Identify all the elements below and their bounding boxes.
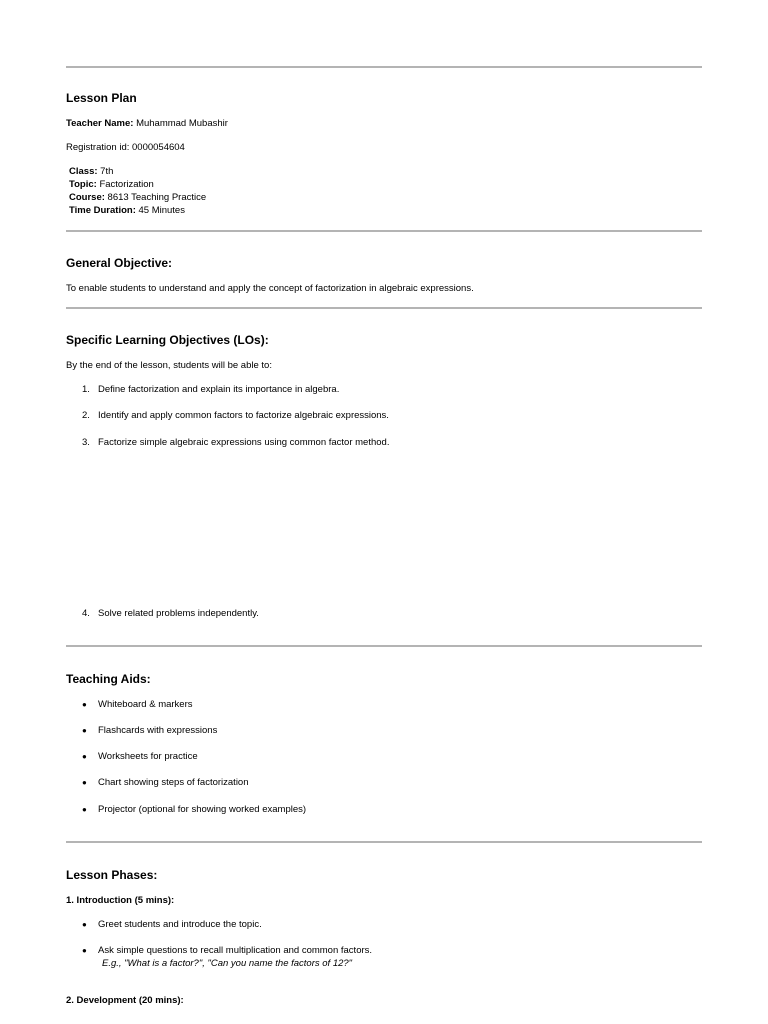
- general-objective-text: To enable students to understand and apply the concept of factorization in algebraic expressions.: [66, 283, 474, 294]
- list-number: 2.: [82, 410, 90, 421]
- list-item: [82, 410, 389, 421]
- meta-label: Class:: [69, 166, 98, 177]
- teacher-label: Teacher Name:: [66, 118, 134, 129]
- bullet-icon: ●: [82, 700, 87, 709]
- specific-objectives-heading: Specific Learning Objectives (LOs):: [66, 333, 269, 347]
- list-number: 1.: [82, 384, 90, 395]
- teacher-line: [66, 118, 228, 129]
- meta-value: 8613 Teaching Practice: [107, 192, 207, 203]
- development-heading: 2. Development (20 mins):: [66, 995, 184, 1006]
- list-item: [82, 437, 390, 448]
- meta-duration: [69, 205, 185, 216]
- list-number: 3.: [82, 437, 90, 448]
- meta-label: Time Duration:: [69, 205, 136, 216]
- list-text: Worksheets for practice: [98, 751, 198, 762]
- introduction-heading: 1. Introduction (5 mins):: [66, 895, 175, 906]
- meta-value: Factorization: [99, 179, 154, 190]
- list-text: Factorize simple algebraic expressions using common factor method.: [98, 437, 390, 448]
- teaching-aids-heading: Teaching Aids:: [66, 672, 151, 686]
- list-item: [82, 751, 198, 762]
- list-text: Whiteboard & markers: [98, 699, 193, 710]
- meta-class: [69, 166, 113, 177]
- meta-value: 45 Minutes: [138, 205, 185, 216]
- specific-objectives-intro: By the end of the lesson, students will be able to:: [66, 360, 272, 371]
- list-text: Identify and apply common factors to factorize algebraic expressions.: [98, 410, 389, 421]
- list-item: [82, 804, 307, 815]
- teacher-value: Muhammad Mubashir: [136, 118, 228, 129]
- list-number: 4.: [82, 608, 90, 619]
- bullet-icon: ●: [82, 805, 87, 814]
- meta-course: [69, 192, 206, 203]
- list-item: [82, 777, 249, 788]
- list-item: [82, 699, 193, 710]
- list-text: Flashcards with expressions: [98, 725, 218, 736]
- bullet-icon: ●: [82, 946, 87, 955]
- bullet-icon: ●: [82, 920, 87, 929]
- general-objective-heading: General Objective:: [66, 256, 173, 270]
- divider: [66, 307, 702, 309]
- meta-topic: [69, 179, 154, 190]
- bullet-icon: ●: [82, 778, 87, 787]
- divider: [66, 230, 702, 232]
- bullet-icon: ●: [82, 752, 87, 761]
- list-item: [82, 725, 218, 736]
- divider: [66, 841, 702, 843]
- list-text: Greet students and introduce the topic.: [98, 919, 262, 930]
- meta-value: 7th: [100, 166, 114, 177]
- list-item: [82, 384, 340, 395]
- divider: [66, 66, 702, 68]
- list-text: Ask simple questions to recall multiplication and common factors.: [98, 945, 373, 956]
- meta-label: Topic:: [69, 179, 97, 190]
- registration-id: Registration id: 0000054604: [66, 142, 185, 153]
- meta-label: Course:: [69, 192, 105, 203]
- example-text: E.g., "What is a factor?", "Can you name the factors of 12?": [102, 958, 353, 969]
- list-item: [82, 608, 259, 619]
- divider: [66, 645, 702, 647]
- list-item: [82, 945, 373, 956]
- list-text: Chart showing steps of factorization: [98, 777, 249, 788]
- bullet-icon: ●: [82, 726, 87, 735]
- list-item: [82, 919, 262, 930]
- list-text: Projector (optional for showing worked examples): [98, 804, 307, 815]
- list-text: Define factorization and explain its importance in algebra.: [98, 384, 340, 395]
- page-title: Lesson Plan: [66, 91, 137, 105]
- lesson-phases-heading: Lesson Phases:: [66, 868, 158, 882]
- list-text: Solve related problems independently.: [98, 608, 259, 619]
